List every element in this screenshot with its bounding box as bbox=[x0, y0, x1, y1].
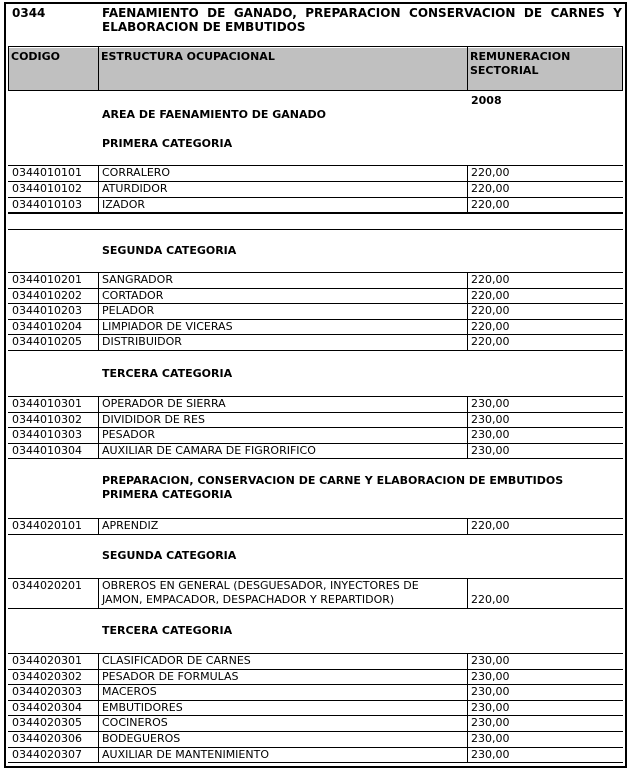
row-occupation: SANGRADOR bbox=[102, 273, 173, 286]
row-code: 0344010102 bbox=[12, 182, 82, 195]
table-rule bbox=[8, 319, 623, 320]
row-remuneration: 230,00 bbox=[471, 732, 510, 745]
table-rule bbox=[467, 46, 468, 90]
row-occupation: CLASIFICADOR DE CARNES bbox=[102, 654, 251, 667]
row-code: 0344010202 bbox=[12, 288, 82, 302]
table-rule bbox=[8, 715, 623, 716]
area-title-preparacion: PREPARACION, CONSERVACION DE CARNE Y ELABORACION DE EMBUTIDOS bbox=[102, 474, 564, 487]
row-occupation: MACEROS bbox=[102, 685, 157, 699]
row-remuneration: 230,00 bbox=[471, 747, 510, 761]
category-title: TERCERA CATEGORIA bbox=[102, 367, 233, 380]
row-remuneration: 230,00 bbox=[471, 669, 510, 683]
table-rule bbox=[467, 272, 468, 350]
row-code: 0344010304 bbox=[12, 443, 82, 457]
row-remuneration: 220,00 bbox=[471, 319, 510, 333]
col-header-structure-label: ESTRUCTURA OCUPACIONAL bbox=[101, 50, 275, 63]
row-occupation-line-2: JAMON, EMPACADOR, DESPACHADOR Y REPARTIDOR) bbox=[102, 593, 395, 606]
table-rule bbox=[8, 197, 623, 198]
table-rule bbox=[467, 165, 468, 213]
table-rule bbox=[8, 288, 623, 289]
table-rule bbox=[8, 518, 623, 519]
table-rule bbox=[98, 272, 99, 350]
row-occupation: CORTADOR bbox=[102, 288, 164, 302]
table-rule bbox=[8, 181, 623, 182]
table-rule bbox=[8, 229, 623, 230]
row-remuneration: 230,00 bbox=[471, 700, 510, 714]
category-title: PRIMERA CATEGORIA bbox=[102, 137, 233, 150]
table-rule bbox=[8, 731, 623, 732]
table-rule bbox=[8, 272, 623, 273]
table-rule bbox=[8, 608, 623, 609]
table-rule bbox=[8, 165, 623, 166]
row-occupation: PESADOR bbox=[102, 428, 156, 442]
row-code: 0344010101 bbox=[12, 166, 82, 179]
sector-title: FAENAMIENTO DE GANADO, PREPARACION CONSERVACION DE CARNES Y ELABORACION DE EMBUTIDOS bbox=[102, 6, 622, 34]
row-code: 0344020101 bbox=[12, 519, 82, 532]
row-occupation: COCINEROS bbox=[102, 716, 168, 730]
row-code: 0344020302 bbox=[12, 669, 82, 683]
category-title: PRIMERA CATEGORIA bbox=[102, 488, 233, 501]
table-rule bbox=[8, 458, 623, 459]
row-occupation: AUXILIAR DE MANTENIMIENTO bbox=[102, 747, 269, 761]
table-rule bbox=[8, 396, 623, 397]
row-occupation: CORRALERO bbox=[102, 166, 171, 179]
table-rule bbox=[8, 412, 623, 413]
row-remuneration: 230,00 bbox=[471, 443, 510, 457]
year-label: 2008 bbox=[471, 94, 502, 107]
row-code: 0344010303 bbox=[12, 428, 82, 442]
row-remuneration: 230,00 bbox=[471, 654, 510, 667]
row-occupation: DIVIDIDOR DE RES bbox=[102, 412, 205, 426]
table-rule bbox=[8, 46, 9, 90]
table-rule bbox=[467, 518, 468, 534]
table-rule bbox=[8, 46, 623, 47]
table-rule bbox=[8, 747, 623, 748]
row-remuneration: 220,00 bbox=[471, 166, 510, 179]
row-remuneration: 230,00 bbox=[471, 412, 510, 426]
table-rule bbox=[8, 427, 623, 428]
table-rule bbox=[8, 350, 623, 351]
row-code: 0344010201 bbox=[12, 273, 82, 286]
row-remuneration: 220,00 bbox=[471, 198, 510, 211]
col-header-code bbox=[8, 48, 98, 90]
row-code: 0344010301 bbox=[12, 397, 82, 410]
row-occupation: OPERADOR DE SIERRA bbox=[102, 397, 226, 410]
row-remuneration: 230,00 bbox=[471, 716, 510, 730]
row-occupation: ATURDIDOR bbox=[102, 182, 168, 195]
row-code: 0344020304 bbox=[12, 700, 82, 714]
sector-code: 0344 bbox=[12, 6, 46, 20]
row-remuneration: 230,00 bbox=[471, 685, 510, 699]
table-rule bbox=[8, 762, 623, 763]
table-rule bbox=[98, 46, 99, 90]
row-code: 0344020305 bbox=[12, 716, 82, 730]
row-occupation: LIMPIADOR DE VICERAS bbox=[102, 319, 233, 333]
row-occupation: DISTRIBUIDOR bbox=[102, 335, 182, 349]
row-code: 0344020303 bbox=[12, 685, 82, 699]
col-header-structure bbox=[98, 48, 467, 90]
table-rule bbox=[8, 653, 623, 654]
row-code: 0344020306 bbox=[12, 732, 82, 745]
row-code: 0344010204 bbox=[12, 319, 82, 333]
col-header-remuneration-label-2: SECTORIAL bbox=[470, 64, 539, 77]
row-remuneration: 230,00 bbox=[471, 428, 510, 442]
row-remuneration: 220,00 bbox=[471, 273, 510, 286]
row-occupation: PELADOR bbox=[102, 304, 155, 318]
row-code: 0344010103 bbox=[12, 198, 82, 211]
area-title-faenamiento: AREA DE FAENAMIENTO DE GANADO bbox=[102, 108, 326, 121]
row-occupation: AUXILIAR DE CAMARA DE FIGRORIFICO bbox=[102, 443, 316, 457]
table-rule bbox=[8, 700, 623, 701]
row-code: 0344010205 bbox=[12, 335, 82, 349]
table-rule bbox=[8, 90, 623, 91]
table-rule bbox=[98, 165, 99, 213]
row-occupation: EMBUTIDORES bbox=[102, 700, 183, 714]
table-rule bbox=[8, 303, 623, 304]
table-rule bbox=[8, 669, 623, 670]
category-title: SEGUNDA CATEGORIA bbox=[102, 549, 237, 562]
row-occupation: BODEGUEROS bbox=[102, 732, 181, 745]
table-rule bbox=[622, 46, 623, 90]
row-remuneration: 220,00 bbox=[471, 519, 510, 532]
row-occupation: OBREROS EN GENERAL (DESGUESADOR, INYECTORES DE bbox=[102, 579, 419, 592]
col-header-remuneration bbox=[467, 48, 623, 90]
table-rule bbox=[8, 684, 623, 685]
table-rule bbox=[8, 334, 623, 335]
table-rule bbox=[98, 578, 99, 608]
row-code: 0344010203 bbox=[12, 304, 82, 318]
row-remuneration: 230,00 bbox=[471, 397, 510, 410]
category-title: SEGUNDA CATEGORIA bbox=[102, 244, 237, 257]
table-rule bbox=[467, 578, 468, 608]
col-header-code-label: CODIGO bbox=[11, 50, 61, 63]
row-occupation: IZADOR bbox=[102, 198, 146, 211]
row-remuneration: 220,00 bbox=[471, 182, 510, 195]
row-code: 0344020307 bbox=[12, 747, 82, 761]
table-rule bbox=[8, 534, 623, 535]
row-remuneration: 220,00 bbox=[471, 335, 510, 349]
col-header-remuneration-label-1: REMUNERACION bbox=[470, 50, 571, 63]
row-code: 0344020201 bbox=[12, 579, 82, 592]
row-code: 0344020301 bbox=[12, 654, 82, 667]
row-code: 0344010302 bbox=[12, 412, 82, 426]
table-rule bbox=[8, 213, 623, 214]
row-remuneration: 220,00 bbox=[471, 593, 510, 606]
row-occupation: APRENDIZ bbox=[102, 519, 159, 532]
table-rule bbox=[98, 518, 99, 534]
document-page bbox=[4, 2, 627, 768]
category-title: TERCERA CATEGORIA bbox=[102, 624, 233, 637]
row-occupation: PESADOR DE FORMULAS bbox=[102, 669, 239, 683]
row-remuneration: 220,00 bbox=[471, 288, 510, 302]
row-remuneration: 220,00 bbox=[471, 304, 510, 318]
